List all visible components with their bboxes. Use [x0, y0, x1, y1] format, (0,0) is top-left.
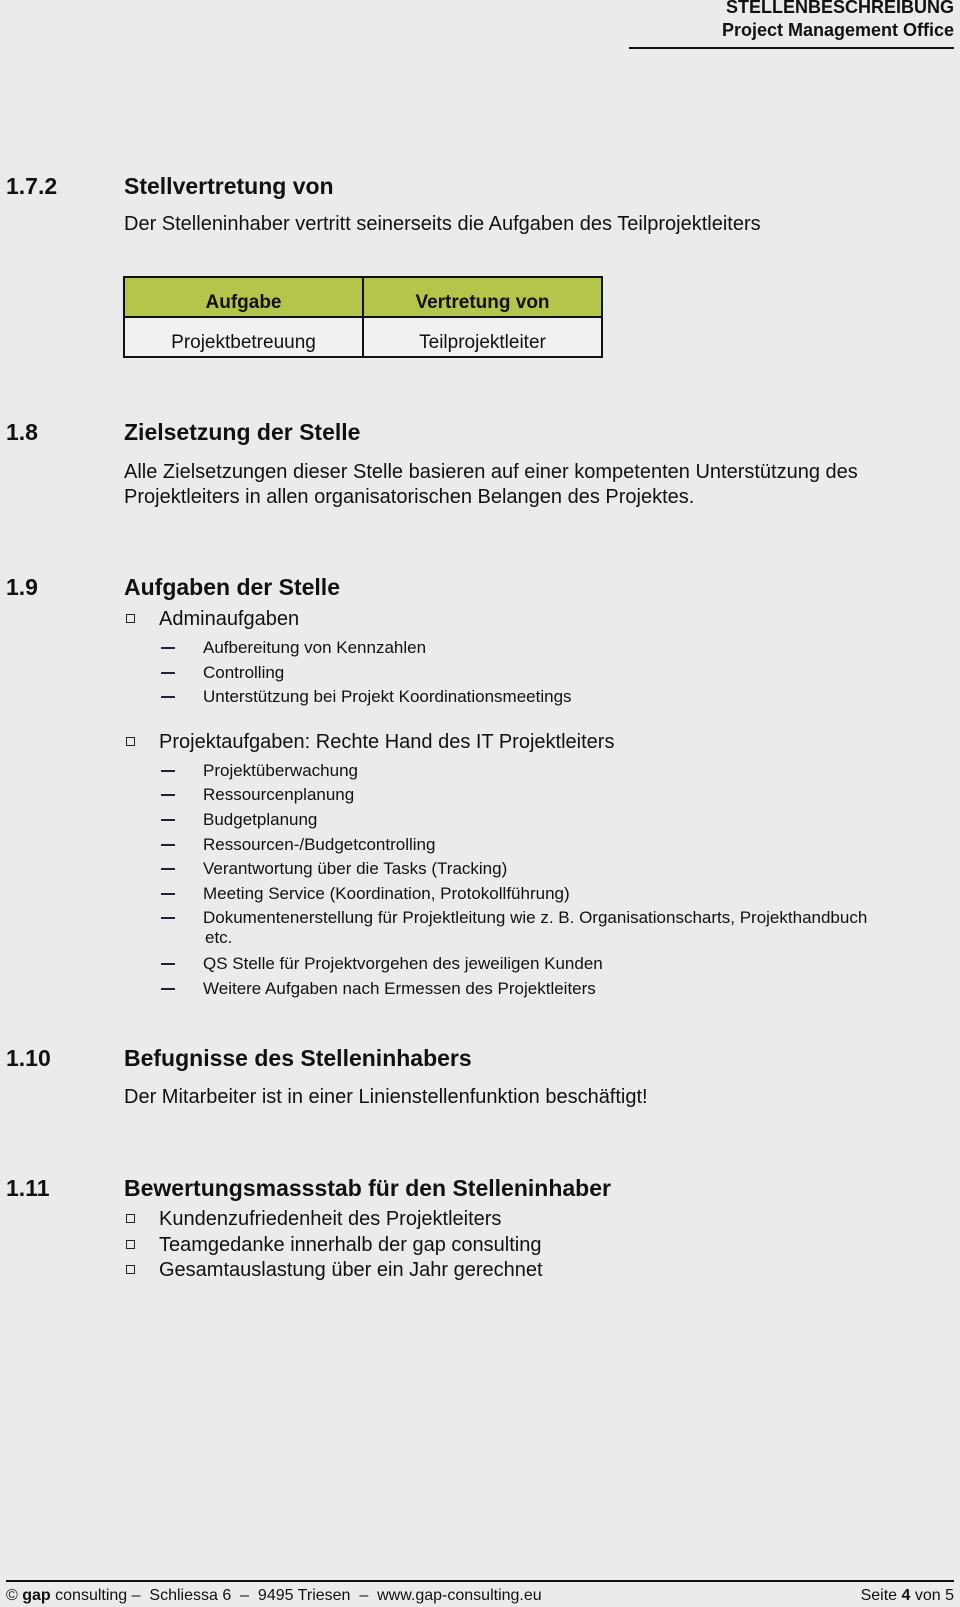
square-bullet-icon: [126, 1265, 135, 1274]
header-rule: [629, 47, 954, 49]
section-text: Der Mitarbeiter ist in einer Linienstellenfunktion beschäftigt!: [124, 1086, 648, 1108]
dash-bullet-icon: [161, 696, 175, 698]
section-heading: Stellvertretung von: [124, 173, 334, 199]
square-bullet-icon: [126, 1240, 135, 1249]
substitution-table: [123, 276, 603, 358]
list-item: [161, 663, 284, 683]
task-item-label: QS Stelle für Projektvorgehen des jeweiligen Kunden: [203, 954, 603, 974]
square-bullet-icon: [126, 614, 135, 623]
list-item: [161, 979, 596, 999]
table-cell: Teilprojektleiter: [363, 317, 602, 357]
list-item: [161, 835, 435, 855]
list-item: [126, 1208, 501, 1231]
footer-address: [6, 1587, 542, 1605]
footer-brand: gap: [22, 1587, 51, 1604]
task-item-label: Budgetplanung: [203, 810, 318, 829]
list-item: [161, 859, 507, 879]
section-text: Projektleiters in allen organisatorischen Belangen des Projektes.: [124, 486, 695, 508]
task-item-label: Unterstützung bei Projekt Koordinationsmeetings: [203, 687, 572, 707]
dash-bullet-icon: [161, 868, 175, 870]
section-number: 1.11: [6, 1175, 50, 1201]
square-bullet-icon: [126, 737, 135, 746]
list-item: [161, 638, 426, 658]
footer-contact: consulting – Schliessa 6 – 9495 Triesen – www.gap-consulting.eu: [50, 1587, 542, 1604]
list-item: [126, 1234, 542, 1257]
page-label: Seite: [860, 1587, 902, 1604]
dash-bullet-icon: [161, 819, 175, 821]
section-heading: Bewertungsmassstab für den Stelleninhaber: [124, 1175, 611, 1201]
dash-bullet-icon: [161, 672, 175, 674]
section-text: Alle Zielsetzungen dieser Stelle basieren auf einer kompetenten Unterstützung des: [124, 461, 858, 483]
task-item-label: Verantwortung über die Tasks (Tracking): [203, 859, 508, 879]
current-page: 4: [901, 1587, 911, 1604]
section-number: 1.10: [6, 1045, 51, 1071]
task-group: [126, 608, 299, 631]
task-group: [126, 731, 614, 754]
list-item: [126, 1259, 543, 1282]
table-header: Vertretung von: [363, 277, 602, 317]
list-item: [161, 884, 570, 904]
list-item: [161, 761, 358, 781]
dash-bullet-icon: [161, 988, 175, 990]
task-item-label: Ressourcen-/Budgetcontrolling: [203, 834, 436, 854]
section-heading: Befugnisse des Stelleninhabers: [124, 1045, 472, 1071]
task-item-continuation: etc.: [205, 928, 233, 948]
task-item-label: Controlling: [203, 662, 285, 682]
section-number: 1.8: [6, 419, 38, 445]
header-title: STELLENBESCHREIBUNG: [725, 0, 954, 17]
dash-bullet-icon: [161, 963, 175, 965]
task-item-label: Dokumentenerstellung für Projektleitung wie z. B. Organisationscharts, Projekthandbuch: [203, 908, 868, 928]
criteria-label: Gesamtauslastung über ein Jahr gerechnet: [159, 1259, 543, 1281]
list-item: [161, 785, 354, 805]
task-item-label: Projektüberwachung: [203, 760, 358, 780]
task-group-label: Projektaufgaben: Rechte Hand des IT Projektleiters: [159, 730, 615, 753]
dash-bullet-icon: [161, 844, 175, 846]
square-bullet-icon: [126, 1214, 135, 1223]
table-cell: Projektbetreuung: [124, 317, 363, 357]
dash-bullet-icon: [161, 647, 175, 649]
dash-bullet-icon: [161, 770, 175, 772]
dash-bullet-icon: [161, 917, 175, 919]
dash-bullet-icon: [161, 893, 175, 895]
list-item: [161, 954, 603, 974]
list-item: [161, 687, 572, 707]
task-item-label: Ressourcenplanung: [203, 785, 355, 805]
task-group-label: Adminaufgaben: [159, 608, 300, 630]
section-heading: Zielsetzung der Stelle: [124, 419, 361, 445]
header-subtitle: Project Management Office: [721, 20, 954, 40]
footer-rule: [6, 1580, 954, 1582]
list-item: [161, 908, 867, 948]
page-number: [861, 1587, 954, 1605]
criteria-label: Teamgedanke innerhalb der gap consulting: [159, 1233, 542, 1256]
section-number: 1.9: [6, 574, 38, 600]
task-item-label: Aufbereitung von Kennzahlen: [203, 638, 427, 657]
list-item: [161, 810, 317, 830]
dash-bullet-icon: [161, 794, 175, 796]
task-item-label: Weitere Aufgaben nach Ermessen des Projektleiters: [203, 979, 596, 998]
page-total: von 5: [910, 1587, 954, 1604]
table-header: Aufgabe: [124, 277, 363, 317]
section-number: 1.7.2: [6, 173, 58, 199]
section-heading: Aufgaben der Stelle: [124, 574, 340, 600]
copyright-symbol: ©: [6, 1587, 18, 1604]
section-text: Der Stelleninhaber vertritt seinerseits die Aufgaben des Teilprojektleiters: [124, 213, 761, 235]
table-row: [124, 317, 602, 357]
task-item-label: Meeting Service (Koordination, Protokollführung): [203, 883, 570, 903]
criteria-label: Kundenzufriedenheit des Projektleiters: [159, 1208, 502, 1230]
